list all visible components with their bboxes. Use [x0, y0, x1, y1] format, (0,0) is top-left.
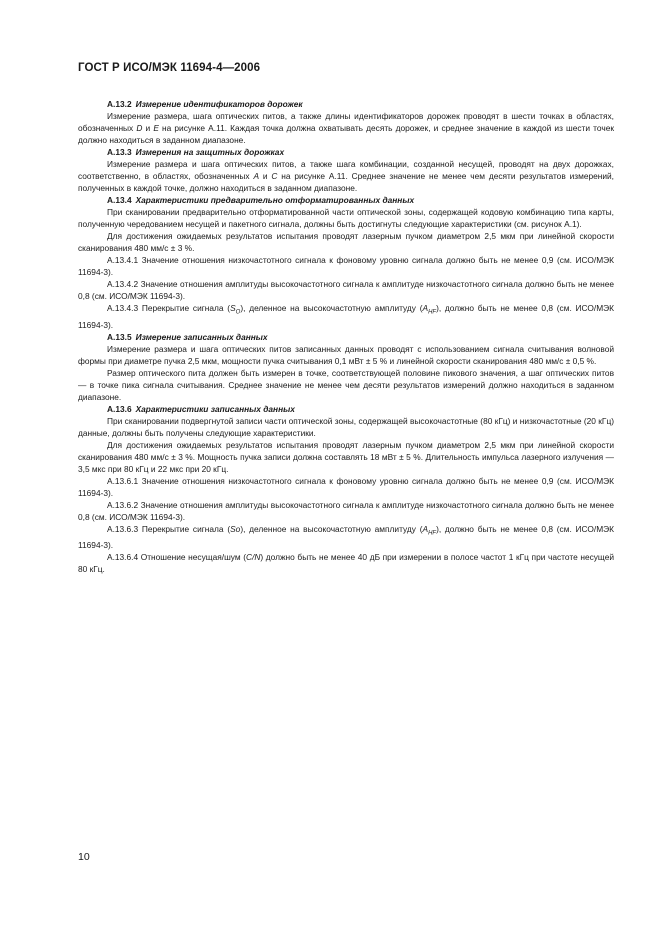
- paragraph: [78, 302, 614, 331]
- section-number: A.13.4: [107, 195, 132, 205]
- text-run: А.13.6.1 Значение отношения низкочастотного сигнала к фоновому уровню сигнала должно быть не менее 0,9 (см. ИСО/МЭК 11694-3).: [78, 475, 614, 498]
- document-body: [78, 98, 614, 575]
- paragraph: [78, 110, 614, 146]
- paragraph: [78, 206, 614, 230]
- text-run: При сканировании предварительно отформатированной части оптической зоны, содержащей кодовую комбинацию типа карты, полученную чередованием несущей и пакетного сигнала, должны быть достигнуты следующие характеристики (см. рисунок А.1).: [78, 207, 614, 229]
- text-run: C: [271, 171, 278, 181]
- text-run: А.13.4.3 Перекрытие сигнала (: [107, 303, 231, 313]
- page-number: 10: [78, 851, 90, 863]
- text-run: и: [142, 123, 154, 133]
- text-run: А.13.4.2 Значение отношения амплитуды высокочастотного сигнала к амплитуде низкочастотного сигнала должно быть не менее 0,8 (см. ИСО/МЭК 11694-3).: [78, 279, 614, 301]
- text-run: Для достижения ожидаемых результатов испытания проводят лазерным пучком диаметром 2,5 мкм при линейной скорости сканирования 480 мм/с ± 3 %.: [78, 231, 614, 253]
- section-title: Измерения на защитных дорожках: [135, 147, 285, 157]
- section-title: Измерение записанных данных: [135, 331, 268, 342]
- section-heading: [78, 146, 614, 158]
- section-number: A.13.3: [107, 147, 132, 157]
- text-run: Измерение размера и шага оптических питов записанных данных проводят с использованием сигнала считывания волновой формы при диаметре пучка 2,5 мкм, мощности пучка считывания 0,1 мВт ± 5 % и линейной скорости сканирования 480 мм/с ± 0,5 %.: [78, 343, 614, 366]
- text-run: O: [235, 309, 241, 316]
- text-run: E: [153, 123, 159, 133]
- paragraph: [78, 343, 614, 367]
- text-run: Измерение размера и шага оптических питов, а также шага комбинации, созданной несущей, проводят на двух дорожках, соответственно, в областях, обозначенных: [78, 159, 614, 181]
- section-title: Характеристики записанных данных: [135, 403, 295, 414]
- section-heading: [78, 98, 614, 110]
- text-run: ), деленное на высокочастотную амплитуду (: [240, 303, 423, 313]
- paragraph: [78, 158, 614, 194]
- paragraph: [78, 415, 614, 439]
- text-run: So: [230, 523, 241, 534]
- text-run: S: [230, 303, 236, 313]
- paragraph: [78, 278, 614, 302]
- text-run: на рисунке А.11. Среднее значение не менее чем десяти результатов измерений, полученных в каждой точке, должно находиться в заданном диапазоне.: [78, 171, 615, 193]
- text-run: HF: [428, 309, 437, 316]
- section-heading: [78, 403, 614, 415]
- paragraph: [78, 499, 614, 523]
- text-run: ) должно быть не менее 40 дБ при измерении в полосе частот 1 кГц при частоте несущей 80 кГц.: [78, 552, 615, 575]
- section-number: A.13.5: [107, 331, 132, 342]
- text-run: Размер оптического пита должен быть измерен в точке, соответствующей половине пикового значения, а шаг оптических питов — в точке пика сигнала считывания. Среднее значение не менее чем десяти результатов измерений должно находиться в заданном диапазоне.: [78, 367, 614, 402]
- text-run: ), должно быть не менее 0,8 (см. ИСО/МЭК 11694-3).: [78, 303, 614, 330]
- text-run: Для достижения ожидаемых результатов испытания проводят лазерным пучком диаметром 2,5 мкм при линейной скорости сканирования 480 мм/с ± 3 %. Мощность пучка записи должна составлять 18 мВт ± 5 %. Длительность импульса лазерного излучения — 3,5 мкс при 80 кГц и 22 мкс при 20 кГц.: [78, 439, 614, 474]
- section-heading: [78, 331, 614, 343]
- section-number: A.13.6: [107, 403, 132, 414]
- text-run: ), деленное на высокочастотную амплитуду (: [240, 523, 423, 534]
- text-run: При сканировании подвергнутой записи части оптической зоны, содержащей высокочастотные (80 кГц) и низкочастотные (20 кГц) данные, должны быть получены следующие характеристики.: [78, 415, 614, 438]
- text-run: HF: [428, 530, 437, 537]
- text-run: на рисунке А.11. Каждая точка должна охватывать десять дорожек, и среднее значение в каждой из шести точек должно находиться в заданном диапазоне.: [78, 123, 614, 145]
- text-run: ), должно быть не менее 0,8 (см. ИСО/МЭК 11694-3).: [78, 523, 614, 551]
- document-header: ГОСТ Р ИСО/МЭК 11694-4—2006: [78, 62, 261, 74]
- paragraph: [78, 439, 614, 475]
- paragraph: [78, 523, 614, 552]
- text-run: C/N: [246, 552, 261, 563]
- paragraph: [78, 551, 614, 575]
- text-run: А.13.6.4 Отношение несущая/шум (: [107, 552, 246, 563]
- section-title: Характеристики предварительно отформатированных данных: [135, 195, 415, 205]
- section-number: A.13.2: [107, 99, 132, 109]
- text-run: Измерение размера, шага оптических питов, а также длины идентификаторов дорожек проводят в шести точках в областях, обозначенных: [78, 111, 614, 133]
- paragraph: [78, 475, 614, 499]
- section-title: Измерение идентификаторов дорожек: [135, 99, 303, 109]
- text-run: A: [422, 303, 429, 313]
- text-run: А.13.4.1 Значение отношения низкочастотного сигнала к фоновому уровню сигнала должно быть не менее 0,9 (см. ИСО/МЭК 11694-3).: [78, 255, 614, 277]
- paragraph: [78, 254, 614, 278]
- text-run: и: [259, 171, 272, 181]
- text-run: D: [136, 123, 143, 133]
- text-run: A: [422, 523, 429, 534]
- paragraph: [78, 230, 614, 254]
- text-run: A: [253, 171, 260, 181]
- paragraph: [78, 367, 614, 403]
- text-run: А.13.6.3 Перекрытие сигнала (: [107, 523, 231, 534]
- section-heading: [78, 194, 614, 206]
- text-run: А.13.6.2 Значение отношения амплитуды высокочастотного сигнала к амплитуде низкочастотного сигнала должно быть не менее 0,8 (см. ИСО/МЭК 11694-3).: [78, 499, 614, 522]
